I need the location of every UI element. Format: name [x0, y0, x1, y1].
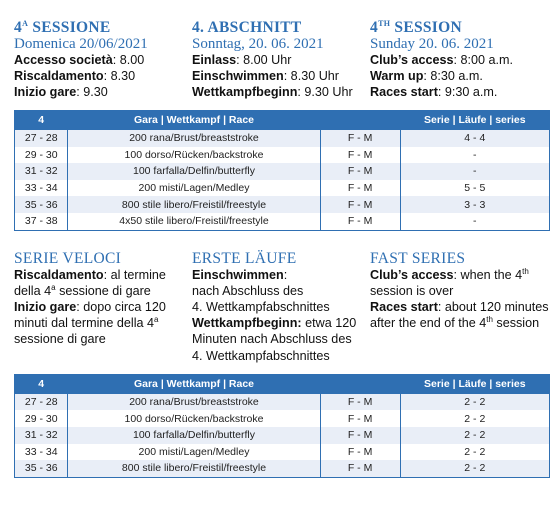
session-info: [14, 20, 550, 100]
table-row: [15, 393, 550, 410]
title-sup: A: [22, 18, 29, 28]
session-title-it: [14, 20, 192, 36]
info-label: Races start: [370, 299, 438, 314]
session-title-en: [370, 20, 550, 36]
cell-series: 5 - 5: [400, 180, 549, 197]
info-text: after the end of the 4: [370, 316, 487, 331]
info-value: : when the 4: [453, 267, 523, 282]
cell-number: 27 - 28: [15, 393, 68, 410]
info-label: Riscaldamento: [14, 267, 104, 282]
session-de: [192, 20, 370, 100]
info-line: session is over: [370, 283, 454, 298]
info-label: Warm up: [370, 69, 424, 83]
info-label: Club’s access: [370, 53, 454, 67]
table-row: [15, 410, 550, 427]
table-row: [15, 427, 550, 444]
cell-number: 33 - 34: [15, 444, 68, 461]
info-label: Wettkampfbeginn:: [192, 316, 302, 331]
cell-race: 200 rana/Brust/breaststroke: [68, 393, 320, 410]
cell-category: F - M: [320, 147, 400, 164]
info-sup: th: [486, 314, 493, 324]
info-value: : 9.30 Uhr: [297, 85, 353, 99]
cell-number: 29 - 30: [15, 410, 68, 427]
table-row: [15, 163, 550, 180]
session-date-en: Sunday 20. 06. 2021: [370, 36, 494, 52]
cell-series: 4 - 4: [400, 130, 549, 147]
session-races-table: [14, 110, 550, 231]
table-row: [15, 213, 550, 230]
info-value: : 8:00 a.m.: [453, 53, 514, 67]
info-value: : 8.30: [103, 69, 136, 83]
table-header-row: [15, 111, 550, 130]
info-value: : 8.00: [112, 53, 145, 67]
info-line: [192, 68, 370, 84]
table-row: [15, 196, 550, 213]
info-line: [370, 68, 550, 84]
cell-category: F - M: [320, 163, 400, 180]
cell-number: 29 - 30: [15, 147, 68, 164]
info-sup: a: [51, 282, 56, 292]
cell-series: -: [400, 163, 549, 180]
info-line: [370, 52, 550, 68]
cell-series: -: [400, 147, 549, 164]
info-text: sessione di gare: [55, 283, 151, 298]
cell-number: 37 - 38: [15, 213, 68, 230]
info-line: [14, 283, 192, 299]
session-en: [370, 20, 550, 100]
cell-series: 2 - 2: [400, 410, 549, 427]
table-row: [15, 180, 550, 197]
cell-category: F - M: [320, 427, 400, 444]
info-line: [192, 267, 370, 283]
info-line: [192, 84, 370, 100]
header-category: [320, 374, 400, 393]
info-label: Einschwimmen: [192, 267, 284, 282]
info-value: : 9:30 a.m.: [437, 85, 498, 99]
session-date-it: Domenica 20/06/2021: [14, 36, 148, 52]
info-value: : 8.30 Uhr: [283, 69, 339, 83]
cell-race: 4x50 stile libero/Freistil/freestyle: [68, 213, 320, 230]
info-label: Wettkampfbeginn: [192, 85, 298, 99]
session-it: [14, 20, 192, 100]
info-line: [370, 315, 550, 331]
cell-category: F - M: [320, 180, 400, 197]
title-number: 4: [14, 19, 23, 36]
cell-category: F - M: [320, 213, 400, 230]
cell-category: F - M: [320, 393, 400, 410]
fast-en: [370, 251, 550, 364]
cell-race: 100 farfalla/Delfin/butterfly: [68, 427, 320, 444]
cell-number: 27 - 28: [15, 130, 68, 147]
cell-category: F - M: [320, 410, 400, 427]
cell-series: 2 - 2: [400, 460, 549, 477]
info-value: : 9.30: [76, 85, 108, 99]
info-line: [14, 52, 192, 68]
title-text: SESSIONE: [28, 19, 111, 36]
title-sup: TH: [378, 18, 391, 28]
info-value: etwa 120: [301, 316, 357, 331]
title-number: 4: [370, 19, 379, 36]
info-label: Einlass: [192, 53, 237, 67]
cell-race: 800 stile libero/Freistil/freestyle: [68, 460, 320, 477]
header-category: [320, 111, 400, 130]
info-line: [192, 52, 370, 68]
cell-category: F - M: [320, 130, 400, 147]
info-line: Minuten nach Abschluss des: [192, 332, 352, 347]
cell-series: 2 - 2: [400, 427, 549, 444]
info-label: Inizio gare: [14, 85, 77, 99]
info-line: 4. Wettkampfabschnittes: [192, 299, 330, 314]
cell-series: 3 - 3: [400, 196, 549, 213]
info-line: [14, 267, 192, 283]
session-date-de: Sonntag, 20. 06. 2021: [192, 36, 324, 52]
info-line: [14, 84, 192, 100]
cell-category: F - M: [320, 460, 400, 477]
header-number: 4: [15, 111, 68, 130]
fast-de: [192, 251, 370, 364]
session-title-de: 4. ABSCHNITT: [192, 19, 302, 36]
cell-race: 200 misti/Lagen/Medley: [68, 180, 320, 197]
cell-number: 35 - 36: [15, 196, 68, 213]
schedule-document: [14, 20, 550, 478]
info-line: [370, 267, 550, 283]
info-value: : al termine: [103, 267, 166, 282]
info-sup: a: [154, 314, 159, 324]
cell-race: 200 rana/Brust/breaststroke: [68, 130, 320, 147]
info-text: session: [492, 316, 540, 331]
info-line: sessione di gare: [14, 332, 106, 347]
cell-number: 35 - 36: [15, 460, 68, 477]
cell-race: 100 farfalla/Delfin/butterfly: [68, 163, 320, 180]
table-row: [15, 444, 550, 461]
info-line: [192, 315, 370, 331]
fast-it: [14, 251, 192, 364]
fast-series-info: [14, 251, 550, 364]
header-race: Gara | Wettkampf | Race: [68, 111, 320, 130]
header-race: Gara | Wettkampf | Race: [68, 374, 320, 393]
title-text: SESSION: [390, 19, 462, 36]
info-label: Accesso società: [14, 53, 113, 67]
info-line: 4. Wettkampfabschnittes: [192, 348, 330, 363]
fast-series-table: [14, 374, 550, 478]
cell-race: 100 dorso/Rücken/backstroke: [68, 410, 320, 427]
info-value: : about 120 minutes: [437, 299, 549, 314]
info-label: Races start: [370, 85, 438, 99]
info-line: [14, 299, 192, 315]
header-series: Serie | Läufe | series: [400, 111, 549, 130]
cell-series: 2 - 2: [400, 444, 549, 461]
fast-title-it: SERIE VELOCI: [14, 249, 122, 267]
cell-series: 2 - 2: [400, 393, 549, 410]
cell-number: 31 - 32: [15, 427, 68, 444]
table-row: [15, 130, 550, 147]
cell-series: -: [400, 213, 549, 230]
cell-number: 31 - 32: [15, 163, 68, 180]
table-row: [15, 460, 550, 477]
cell-race: 800 stile libero/Freistil/freestyle: [68, 196, 320, 213]
cell-category: F - M: [320, 196, 400, 213]
info-value: : dopo circa 120: [76, 299, 166, 314]
cell-race: 100 dorso/Rücken/backstroke: [68, 147, 320, 164]
info-line: [370, 299, 550, 315]
info-label: Inizio gare: [14, 299, 77, 314]
cell-category: F - M: [320, 444, 400, 461]
info-sup: th: [522, 266, 529, 276]
header-series: Serie | Läufe | series: [400, 374, 549, 393]
fast-title-en: FAST SERIES: [370, 249, 466, 267]
info-line: [14, 68, 192, 84]
info-value: : 8.00 Uhr: [236, 53, 292, 67]
info-line: [370, 84, 550, 100]
cell-race: 200 misti/Lagen/Medley: [68, 444, 320, 461]
table-row: [15, 147, 550, 164]
cell-number: 33 - 34: [15, 180, 68, 197]
info-line: nach Abschluss des: [192, 283, 304, 298]
table-header-row: [15, 374, 550, 393]
info-label: Club’s access: [370, 267, 454, 282]
header-number: 4: [15, 374, 68, 393]
info-text: minuti dal termine della 4: [14, 316, 155, 331]
info-label: Riscaldamento: [14, 69, 104, 83]
info-line: [14, 315, 192, 331]
info-label: Einschwimmen: [192, 69, 284, 83]
info-value: :: [283, 267, 288, 282]
fast-title-de: ERSTE LÄUFE: [192, 249, 297, 267]
info-text: della 4: [14, 283, 52, 298]
info-value: : 8:30 a.m.: [423, 69, 483, 83]
